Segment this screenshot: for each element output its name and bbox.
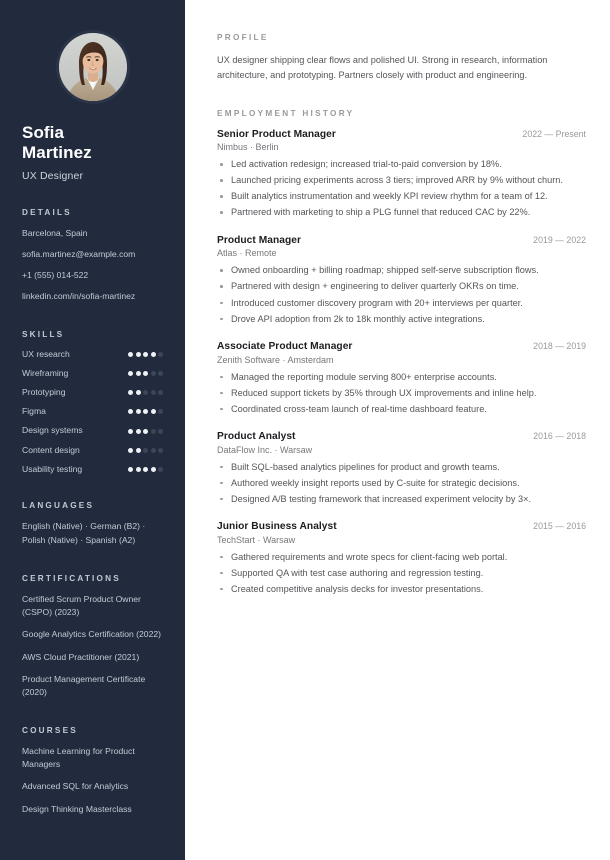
employment-heading: EMPLOYMENT HISTORY — [217, 108, 355, 118]
job-title: Senior Product Manager — [217, 128, 336, 140]
skill-rating — [128, 352, 163, 357]
job-dates: 2018 — 2019 — [533, 341, 586, 352]
bullet-item: Drove API adoption from 2k to 18k monthly active integrations. — [217, 312, 586, 327]
job-bullets — [217, 370, 586, 417]
skill-label: Figma — [22, 406, 46, 417]
languages-heading: LANGUAGES — [22, 500, 95, 510]
bullet-item: Led activation redesign; increased trial-to-paid conversion by 18%. — [217, 157, 586, 172]
detail-email[interactable]: sofia.martinez@example.com — [22, 249, 136, 260]
job-header — [217, 431, 586, 442]
job-bullets — [217, 157, 586, 220]
job-title: Junior Business Analyst — [217, 521, 337, 533]
profile-heading: PROFILE — [217, 33, 269, 42]
job-entry — [217, 129, 586, 220]
name-block — [22, 123, 163, 182]
bullet-item: Gathered requirements and wrote specs for client-facing web portal. — [217, 550, 586, 565]
job-bullets — [217, 550, 586, 597]
job-dates: 2022 — Present — [522, 128, 586, 139]
main-content — [185, 0, 610, 860]
job-entry — [217, 431, 586, 506]
skills-list — [22, 349, 163, 475]
detail-linkedin[interactable]: linkedin.com/in/sofia-martinez — [22, 290, 136, 301]
list-item: Certified Scrum Product Owner (CSPO) (2023) — [22, 593, 141, 618]
job-bullets — [217, 460, 586, 507]
courses-list — [22, 745, 163, 816]
bullet-item: Owned onboarding + billing roadmap; shipped self-serve subscription flows. — [217, 263, 586, 278]
certifications-list — [22, 593, 163, 700]
profile-text: UX designer shipping clear flows and polished UI. Strong in research, information architecture, and prototyping. Partners closely with product and engineering. — [217, 55, 548, 80]
list-item: Advanced SQL for Analytics — [22, 781, 129, 792]
skill-rating — [128, 409, 163, 414]
skill-label: UX research — [22, 348, 70, 359]
bullet-item: Built SQL-based analytics pipelines for product and growth teams. — [217, 460, 586, 475]
skill-row — [22, 368, 163, 379]
skill-rating — [128, 390, 163, 395]
detail-phone[interactable]: +1 (555) 014-522 — [22, 269, 89, 280]
candidate-name — [22, 123, 163, 163]
bullet-item: Authored weekly insight reports used by C-suite for strategic decisions. — [217, 476, 586, 491]
list-item: AWS Cloud Practitioner (2021) — [22, 651, 140, 662]
bullet-item: Coordinated cross-team launch of real-time dashboard feature. — [217, 402, 586, 417]
bullet-item: Partnered with marketing to ship a PLG funnel that reduced CAC by 22%. — [217, 205, 586, 220]
job-meta: Nimbus · Berlin — [217, 142, 279, 153]
avatar — [59, 33, 127, 101]
job-entry — [217, 521, 586, 596]
list-item: Google Analytics Certification (2022) — [22, 629, 162, 640]
list-item: Machine Learning for Product Managers — [22, 745, 135, 770]
skill-row — [22, 387, 163, 398]
employment-list — [217, 129, 586, 597]
skill-rating — [128, 429, 163, 434]
skills-heading: SKILLS — [22, 329, 65, 339]
skill-label: Usability testing — [22, 463, 83, 474]
sidebar — [0, 0, 185, 860]
job-header — [217, 521, 586, 532]
bullet-item: Designed A/B testing framework that increased experiment velocity by 3×. — [217, 492, 586, 507]
job-header — [217, 235, 586, 246]
courses-heading: COURSES — [22, 725, 78, 735]
skill-label: Design systems — [22, 425, 83, 436]
skill-row — [22, 464, 163, 475]
list-item: Design Thinking Masterclass — [22, 803, 132, 814]
job-header — [217, 129, 586, 140]
job-header — [217, 341, 586, 352]
skill-label: Content design — [22, 444, 80, 455]
bullet-item: Partnered with design + engineering to deliver quarterly OKRs on time. — [217, 279, 586, 294]
bullet-item: Introduced customer discovery program with 20+ interviews per quarter. — [217, 296, 586, 311]
certifications-heading: CERTIFICATIONS — [22, 573, 121, 583]
avatar-container — [22, 0, 163, 101]
skill-rating — [128, 371, 163, 376]
details-list — [22, 227, 163, 304]
skill-row — [22, 349, 163, 360]
skill-row — [22, 406, 163, 417]
detail-location: Barcelona, Spain — [22, 228, 88, 239]
name-line-1: Sofia — [22, 123, 65, 142]
bullet-item: Launched pricing experiments across 3 tiers; improved ARR by 9% without churn. — [217, 173, 586, 188]
job-meta: TechStart · Warsaw — [217, 534, 296, 545]
skill-row — [22, 445, 163, 456]
bullet-item: Managed the reporting module serving 800+ enterprise accounts. — [217, 370, 586, 385]
list-item: Product Management Certificate (2020) — [22, 674, 146, 698]
job-title: Product Analyst — [217, 431, 296, 443]
languages-text: English (Native) · German (B2) · Polish (Native) · Spanish (A2) — [22, 520, 146, 545]
bullet-item: Created competitive analysis decks for investor presentations. — [217, 582, 586, 597]
job-entry — [217, 341, 586, 416]
skill-row — [22, 425, 163, 436]
skill-label: Prototyping — [22, 387, 66, 398]
skill-rating — [128, 467, 163, 472]
job-dates: 2016 — 2018 — [533, 431, 586, 442]
name-line-2: Martinez — [22, 143, 92, 163]
skill-label: Wireframing — [22, 367, 69, 378]
job-dates: 2019 — 2022 — [533, 234, 586, 245]
bullet-item: Reduced support tickets by 35% through UX improvements and inline help. — [217, 386, 586, 401]
job-title: Product Manager — [217, 234, 301, 246]
job-meta: Zenith Software · Amsterdam — [217, 354, 334, 365]
skill-rating — [128, 448, 163, 453]
job-bullets — [217, 263, 586, 326]
job-meta: Atlas · Remote — [217, 248, 277, 259]
details-heading: DETAILS — [22, 208, 72, 218]
bullet-item: Supported QA with test case authoring and regression testing. — [217, 566, 586, 581]
candidate-role: UX Designer — [22, 170, 84, 183]
job-meta: DataFlow Inc. · Warsaw — [217, 444, 313, 455]
job-entry — [217, 235, 586, 326]
job-dates: 2015 — 2016 — [533, 521, 586, 532]
job-title: Associate Product Manager — [217, 341, 353, 353]
bullet-item: Built analytics instrumentation and weekly KPI review rhythm for a team of 12. — [217, 189, 586, 204]
